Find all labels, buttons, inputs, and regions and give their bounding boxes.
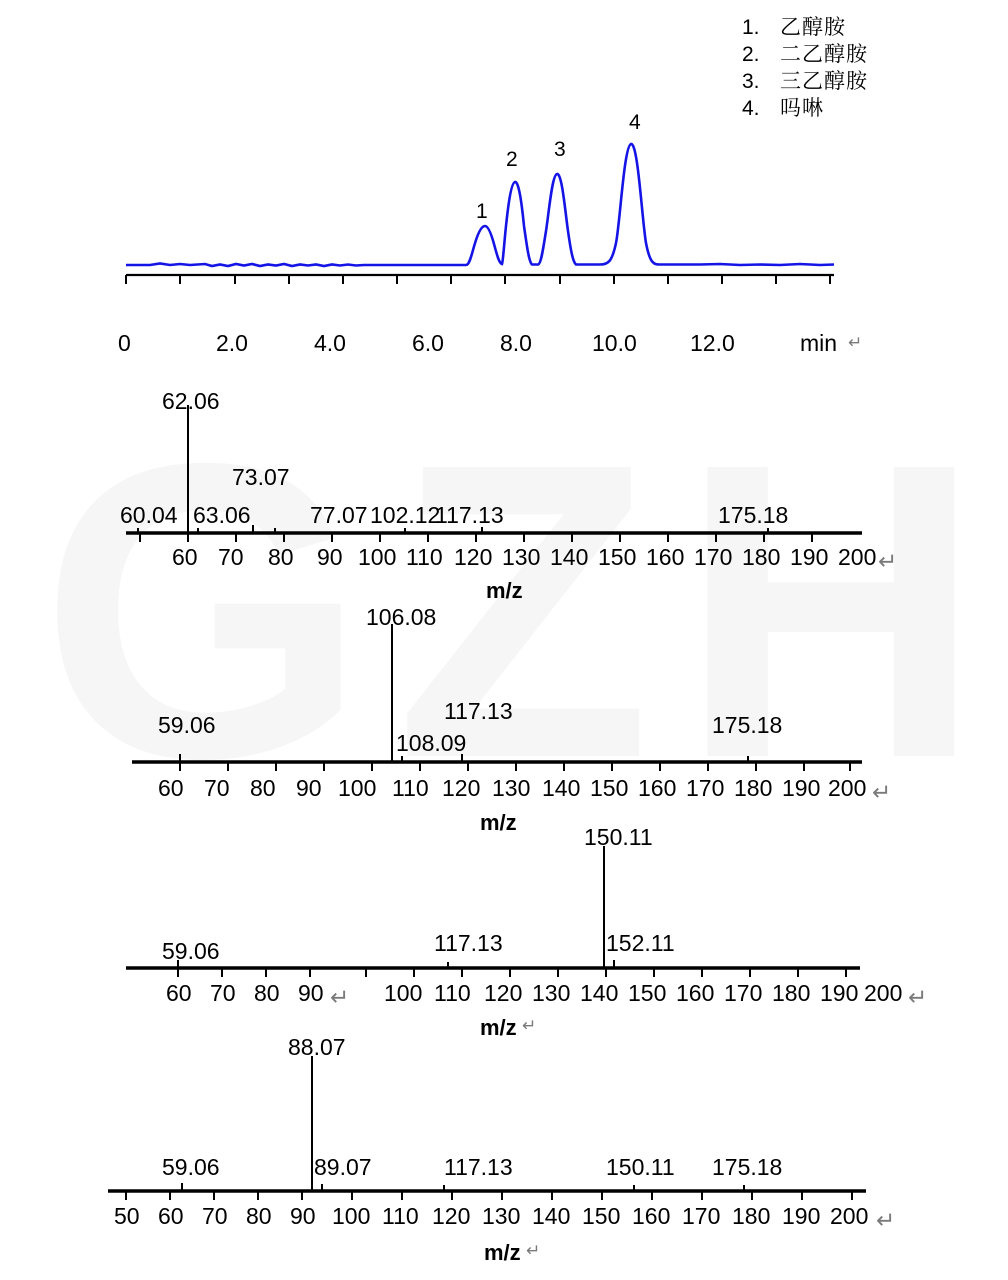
ms3-plot	[0, 820, 1008, 985]
x-tick-label: 90	[317, 544, 343, 570]
x-tick-label: 80	[246, 1203, 272, 1229]
x-tick-label: 180	[772, 980, 811, 1006]
x-tick-label: 8.0	[500, 330, 532, 356]
legend-label: 乙醇胺	[780, 16, 846, 39]
x-tick-label: 190	[782, 775, 821, 801]
x-tick-label: 160	[638, 775, 677, 801]
x-tick-label: 120	[442, 775, 481, 801]
x-tick-label: 200	[830, 1203, 869, 1229]
x-tick-label: 120	[432, 1203, 471, 1229]
ms2-peak-label-59: 59.06	[158, 712, 216, 738]
ms3-peak-label-59: 59.06	[162, 938, 220, 964]
pilcrow-mark: ↵	[848, 333, 863, 352]
x-tick-label: 80	[254, 980, 280, 1006]
x-tick-label: 100	[332, 1203, 371, 1229]
ms1-peak-label-60: 60.04	[120, 502, 178, 528]
x-tick-label: 12.0	[690, 330, 735, 356]
ms3-peak-label-152: 152.11	[606, 930, 675, 956]
x-tick-label: 110	[434, 980, 471, 1006]
ms4-peak-label-88: 88.07	[288, 1034, 346, 1060]
legend-number: 1.	[742, 16, 760, 39]
ms4-peak-label-89: 89.07	[314, 1154, 372, 1180]
pilcrow-mark: ↵	[878, 548, 898, 574]
ms4-axis-title: m/z	[484, 1240, 521, 1265]
x-tick-label: 80	[268, 544, 294, 570]
pilcrow-mark: ↵	[908, 984, 928, 1010]
x-tick-label: 140	[532, 1203, 571, 1229]
x-tick-label: 190	[790, 544, 829, 570]
x-tick-label: 70	[218, 544, 244, 570]
x-tick-label: 60	[158, 1203, 184, 1229]
ms3-x-tick-labels	[0, 980, 1008, 1008]
chromatogram-figure	[0, 0, 1008, 370]
x-tick-label: 70	[210, 980, 236, 1006]
x-tick-label: 160	[676, 980, 715, 1006]
x-tick-label: 180	[742, 544, 781, 570]
x-tick-label: 70	[204, 775, 230, 801]
x-tick-label: 90	[296, 775, 322, 801]
x-tick-label: 50	[114, 1203, 140, 1229]
x-tick-label: 2.0	[216, 330, 248, 356]
x-tick-label: 170	[686, 775, 725, 801]
ms1-peak-label-63: 63.06	[193, 502, 251, 528]
x-tick-label: 140	[550, 544, 589, 570]
ms4-peak-label-175: 175.18	[712, 1154, 783, 1180]
x-tick-label: 150	[598, 544, 637, 570]
pilcrow-mark: ↵	[526, 1241, 541, 1260]
x-tick-label: 100	[338, 775, 377, 801]
legend-label: 二乙醇胺	[780, 43, 868, 66]
x-tick-label: 120	[484, 980, 523, 1006]
x-tick-label: 180	[732, 1203, 771, 1229]
ms2-peak-label-117: 117.13	[444, 698, 513, 724]
legend-number: 3.	[742, 70, 760, 93]
ms1-plot	[0, 378, 1008, 548]
x-tick-label: 4.0	[314, 330, 346, 356]
ms2-plot	[0, 600, 1008, 775]
ms4-peak-label-150: 150.11	[606, 1154, 675, 1180]
ms2-peak-label-106: 106.08	[366, 604, 437, 630]
ms-spectrum-4-figure	[0, 1028, 1008, 1278]
x-tick-label: 130	[532, 980, 571, 1006]
x-tick-label: 170	[682, 1203, 721, 1229]
ms2-axis-title: m/z	[480, 810, 517, 835]
ms1-axis-title: m/z	[486, 578, 523, 603]
ms1-peak-label-73: 73.07	[232, 464, 290, 490]
legend-number: 2.	[742, 43, 760, 66]
x-tick-label: 100	[358, 544, 397, 570]
x-tick-label: 190	[782, 1203, 821, 1229]
x-tick-label: 150	[582, 1203, 621, 1229]
ms3-peak-label-150: 150.11	[584, 824, 653, 850]
ms-spectrum-3-figure	[0, 820, 1008, 1050]
x-tick-label: 130	[502, 544, 541, 570]
ms-spectrum-2-figure	[0, 600, 1008, 835]
legend-label: 吗啉	[780, 97, 824, 120]
x-tick-label: 100	[384, 980, 423, 1006]
x-tick-label: 80	[250, 775, 276, 801]
x-tick-label: 60	[172, 544, 198, 570]
x-tick-label: 170	[694, 544, 733, 570]
peak-label-4: 4	[629, 111, 641, 134]
ms1-peak-label-77: 77.07	[310, 502, 368, 528]
ms2-peak-label-175: 175.18	[712, 712, 783, 738]
ms4-peak-label-59: 59.06	[162, 1154, 220, 1180]
ms1-peak-label-62: 62.06	[162, 388, 220, 414]
pilcrow-mark: ↵	[330, 984, 350, 1010]
legend-label: 三乙醇胺	[780, 70, 868, 93]
x-tick-label: 6.0	[412, 330, 444, 356]
x-tick-label: 200	[838, 544, 877, 570]
x-tick-label: 160	[646, 544, 685, 570]
x-tick-label: 90	[290, 1203, 316, 1229]
x-tick-label: 190	[820, 980, 859, 1006]
chromatogram-x-axis-labels	[0, 330, 1008, 360]
x-tick-label: 140	[542, 775, 581, 801]
peak-label-2: 2	[506, 148, 518, 171]
x-tick-label: 60	[166, 980, 192, 1006]
x-axis-unit: min	[800, 330, 838, 356]
ms1-peak-label-175: 175.18	[718, 502, 789, 528]
x-tick-label: 160	[632, 1203, 671, 1229]
pilcrow-mark: ↵	[876, 1207, 896, 1233]
ms-spectrum-1-figure	[0, 378, 1008, 608]
x-tick-label: 0	[118, 330, 131, 356]
x-tick-label: 110	[392, 775, 429, 801]
x-tick-label: 70	[202, 1203, 228, 1229]
peak-label-1: 1	[476, 200, 488, 223]
legend-number: 4.	[742, 97, 760, 120]
x-tick-label: 10.0	[592, 330, 637, 356]
x-tick-label: 110	[382, 1203, 419, 1229]
ms3-peak-label-117: 117.13	[434, 930, 503, 956]
pilcrow-mark: ↵	[872, 779, 892, 805]
x-tick-label: 130	[482, 1203, 521, 1229]
x-tick-label: 140	[580, 980, 619, 1006]
x-tick-label: 110	[406, 544, 443, 570]
x-tick-label: 150	[590, 775, 629, 801]
x-tick-label: 170	[724, 980, 763, 1006]
x-tick-label: 200	[828, 775, 867, 801]
chromatogram-trace	[0, 0, 1008, 300]
ms4-peak-label-117: 117.13	[444, 1154, 513, 1180]
ms1-peak-label-102: 102.12	[370, 502, 441, 528]
x-tick-label: 60	[158, 775, 184, 801]
ms2-peak-label-108: 108.09	[396, 730, 467, 756]
ms1-peak-label-117: 117.13	[435, 502, 504, 528]
x-tick-label: 90	[298, 980, 324, 1006]
x-tick-label: 120	[454, 544, 493, 570]
x-tick-label: 130	[492, 775, 531, 801]
ms2-x-tick-labels	[0, 775, 1008, 803]
pilcrow-mark: ↵	[522, 1016, 537, 1035]
ms4-x-tick-labels	[0, 1203, 1008, 1231]
peak-label-3: 3	[554, 138, 566, 161]
x-tick-label: 180	[734, 775, 773, 801]
x-tick-label: 200	[864, 980, 903, 1006]
ms3-axis-title: m/z	[480, 1015, 517, 1040]
x-tick-label: 150	[628, 980, 667, 1006]
ms1-x-tick-labels	[0, 544, 1008, 572]
ms4-plot	[0, 1028, 1008, 1200]
